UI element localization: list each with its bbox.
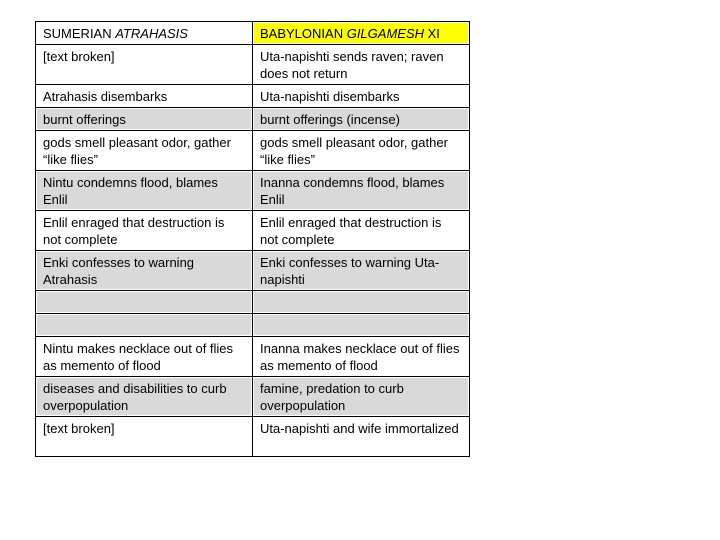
table-row: [36, 211, 470, 251]
cell-gilgamesh: gods smell pleasant odor, gather “like flies”: [253, 131, 470, 171]
cell-gilgamesh: famine, predation to curb overpopulation: [253, 377, 470, 417]
cell-atrahasis: Enki confesses to warning Atrahasis: [36, 251, 253, 291]
header-left-plain: SUMERIAN: [43, 26, 116, 41]
header-left-italic: ATRAHASIS: [115, 26, 188, 41]
cell-gilgamesh: Uta-napishti sends raven; raven does not return: [253, 45, 470, 85]
cell-atrahasis: gods smell pleasant odor, gather “like flies”: [36, 131, 253, 171]
cell-gilgamesh: Inanna condemns flood, blames Enlil: [253, 171, 470, 211]
table-row: [36, 45, 470, 85]
flood-comparison-table: [35, 21, 470, 457]
cell-atrahasis: Atrahasis disembarks: [36, 85, 253, 108]
cell-atrahasis: Nintu makes necklace out of flies as memento of flood: [36, 337, 253, 377]
cell-gilgamesh: Enki confesses to warning Uta-napishti: [253, 251, 470, 291]
cell-gilgamesh: burnt offerings (incense): [253, 108, 470, 131]
table-row-empty: [36, 291, 470, 314]
cell-gilgamesh: [253, 291, 470, 314]
table-row: [36, 108, 470, 131]
cell-gilgamesh: Enlil enraged that destruction is not complete: [253, 211, 470, 251]
table-row: [36, 171, 470, 211]
cell-gilgamesh: Inanna makes necklace out of flies as memento of flood: [253, 337, 470, 377]
cell-atrahasis: Enlil enraged that destruction is not complete: [36, 211, 253, 251]
table-row: [36, 337, 470, 377]
table-row: [36, 377, 470, 417]
header-row: [36, 22, 470, 45]
cell-atrahasis: Nintu condemns flood, blames Enlil: [36, 171, 253, 211]
cell-gilgamesh: Uta-napishti and wife immortalized: [253, 417, 470, 457]
cell-atrahasis: burnt offerings: [36, 108, 253, 131]
cell-gilgamesh: [253, 314, 470, 337]
header-right-italic: GILGAMESH: [346, 26, 424, 41]
cell-atrahasis: [text broken]: [36, 45, 253, 85]
table-row: [36, 85, 470, 108]
comparison-table-container: [35, 21, 469, 457]
header-sumerian-atrahasis: [36, 22, 253, 45]
cell-gilgamesh: Uta-napishti disembarks: [253, 85, 470, 108]
cell-atrahasis: [36, 314, 253, 337]
header-babylonian-gilgamesh: [253, 22, 470, 45]
table-row: [36, 131, 470, 171]
cell-atrahasis: [text broken]: [36, 417, 253, 457]
cell-atrahasis: [36, 291, 253, 314]
cell-atrahasis: diseases and disabilities to curb overpopulation: [36, 377, 253, 417]
header-right-suffix: XI: [424, 26, 440, 41]
header-right-plain: BABYLONIAN: [260, 26, 347, 41]
table-row-empty: [36, 314, 470, 337]
table-row: [36, 417, 470, 457]
table-row: [36, 251, 470, 291]
